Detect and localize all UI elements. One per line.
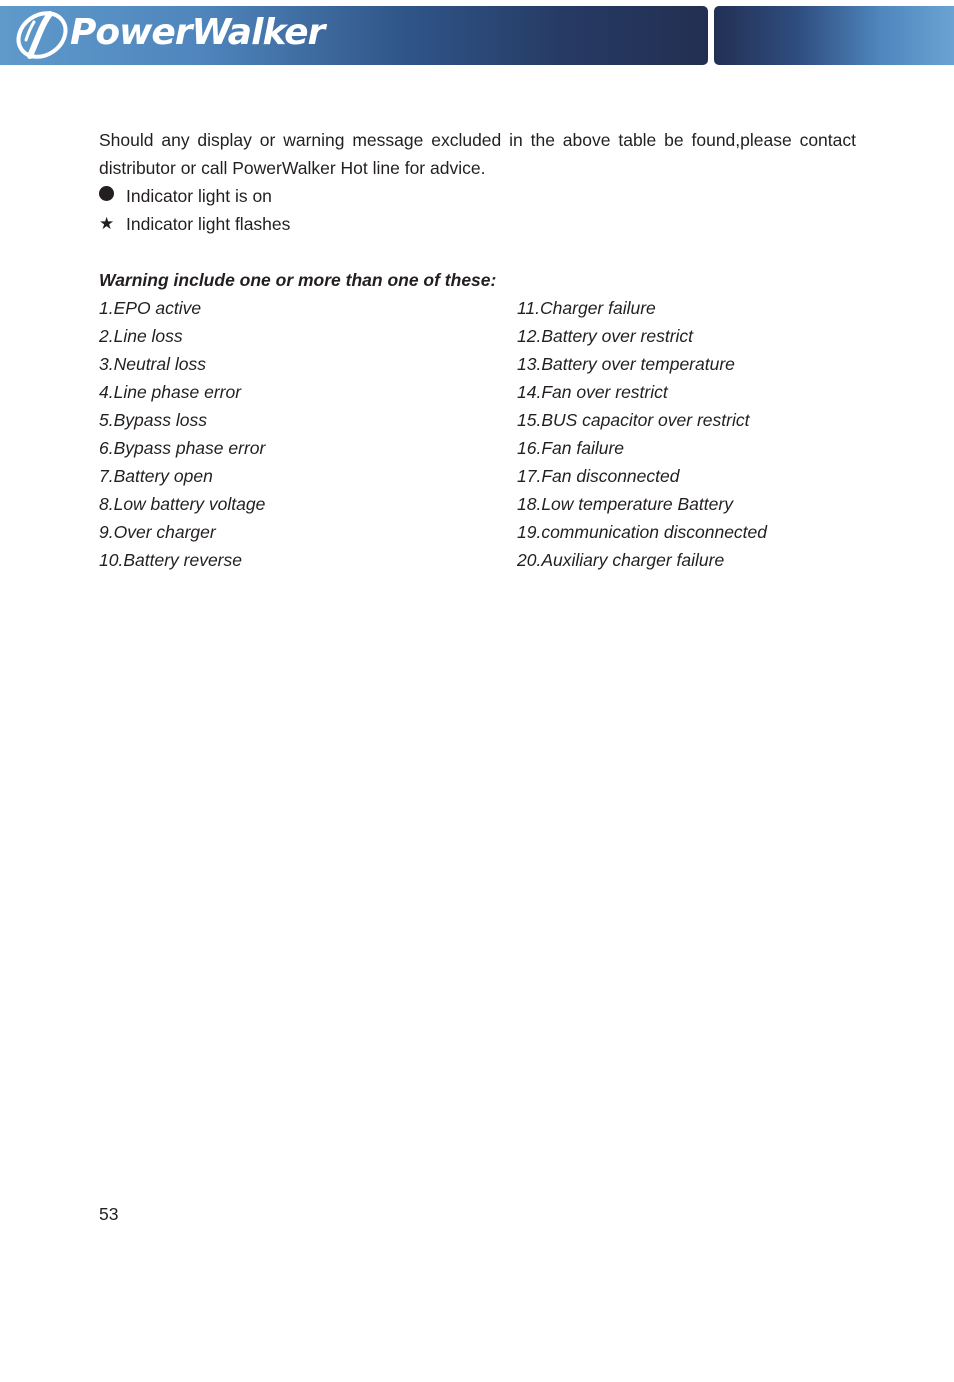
warning-item: 3.Neutral loss <box>99 354 206 374</box>
warning-item: 11.Charger failure <box>517 298 656 318</box>
warning-item: 5.Bypass loss <box>99 410 207 430</box>
warning-item: 16.Fan failure <box>517 438 625 458</box>
warning-column-left <box>99 294 517 574</box>
star-icon: ★ <box>99 214 115 233</box>
warning-item: 13.Battery over temperature <box>517 354 735 374</box>
warning-item: 19.communication disconnected <box>517 522 768 542</box>
warning-item: 2.Line loss <box>99 326 183 346</box>
filled-circle-icon <box>99 182 126 210</box>
header-banner-right <box>714 6 954 65</box>
warning-item: 17.Fan disconnected <box>517 466 680 486</box>
page-number: 53 <box>99 1204 119 1224</box>
warning-item: 8.Low battery voltage <box>99 494 266 514</box>
warning-item: 10.Battery reverse <box>99 550 242 570</box>
warning-item: 20.Auxiliary charger failure <box>517 550 725 570</box>
legend-label: Indicator light is on <box>126 186 272 206</box>
intro-paragraph: Should any display or warning message excluded in the above table be found,please contact distributor or call PowerWalker Hot line for advice. <box>99 130 856 178</box>
warning-item: 15.BUS capacitor over restrict <box>517 410 750 430</box>
warning-list <box>99 294 856 574</box>
warning-item: 14.Fan over restrict <box>517 382 668 402</box>
warning-item: 6.Bypass phase error <box>99 438 266 458</box>
warning-list-title: Warning include one or more than one of these: <box>99 270 497 290</box>
warning-item: 1.EPO active <box>99 298 202 318</box>
warning-item: 9.Over charger <box>99 522 216 542</box>
warning-item: 4.Line phase error <box>99 382 242 402</box>
warning-item: 12.Battery over restrict <box>517 326 694 346</box>
warning-column-right <box>517 294 856 574</box>
brand-logo-text: PowerWalker <box>70 12 325 53</box>
legend-label: Indicator light flashes <box>126 214 291 234</box>
page-content <box>99 126 856 574</box>
powerwalker-logo-icon <box>12 8 74 62</box>
warning-item: 18.Low temperature Battery <box>517 494 733 514</box>
warning-item: 7.Battery open <box>99 466 213 486</box>
legend-item-flashes <box>99 210 856 238</box>
legend-item-on <box>99 182 856 210</box>
